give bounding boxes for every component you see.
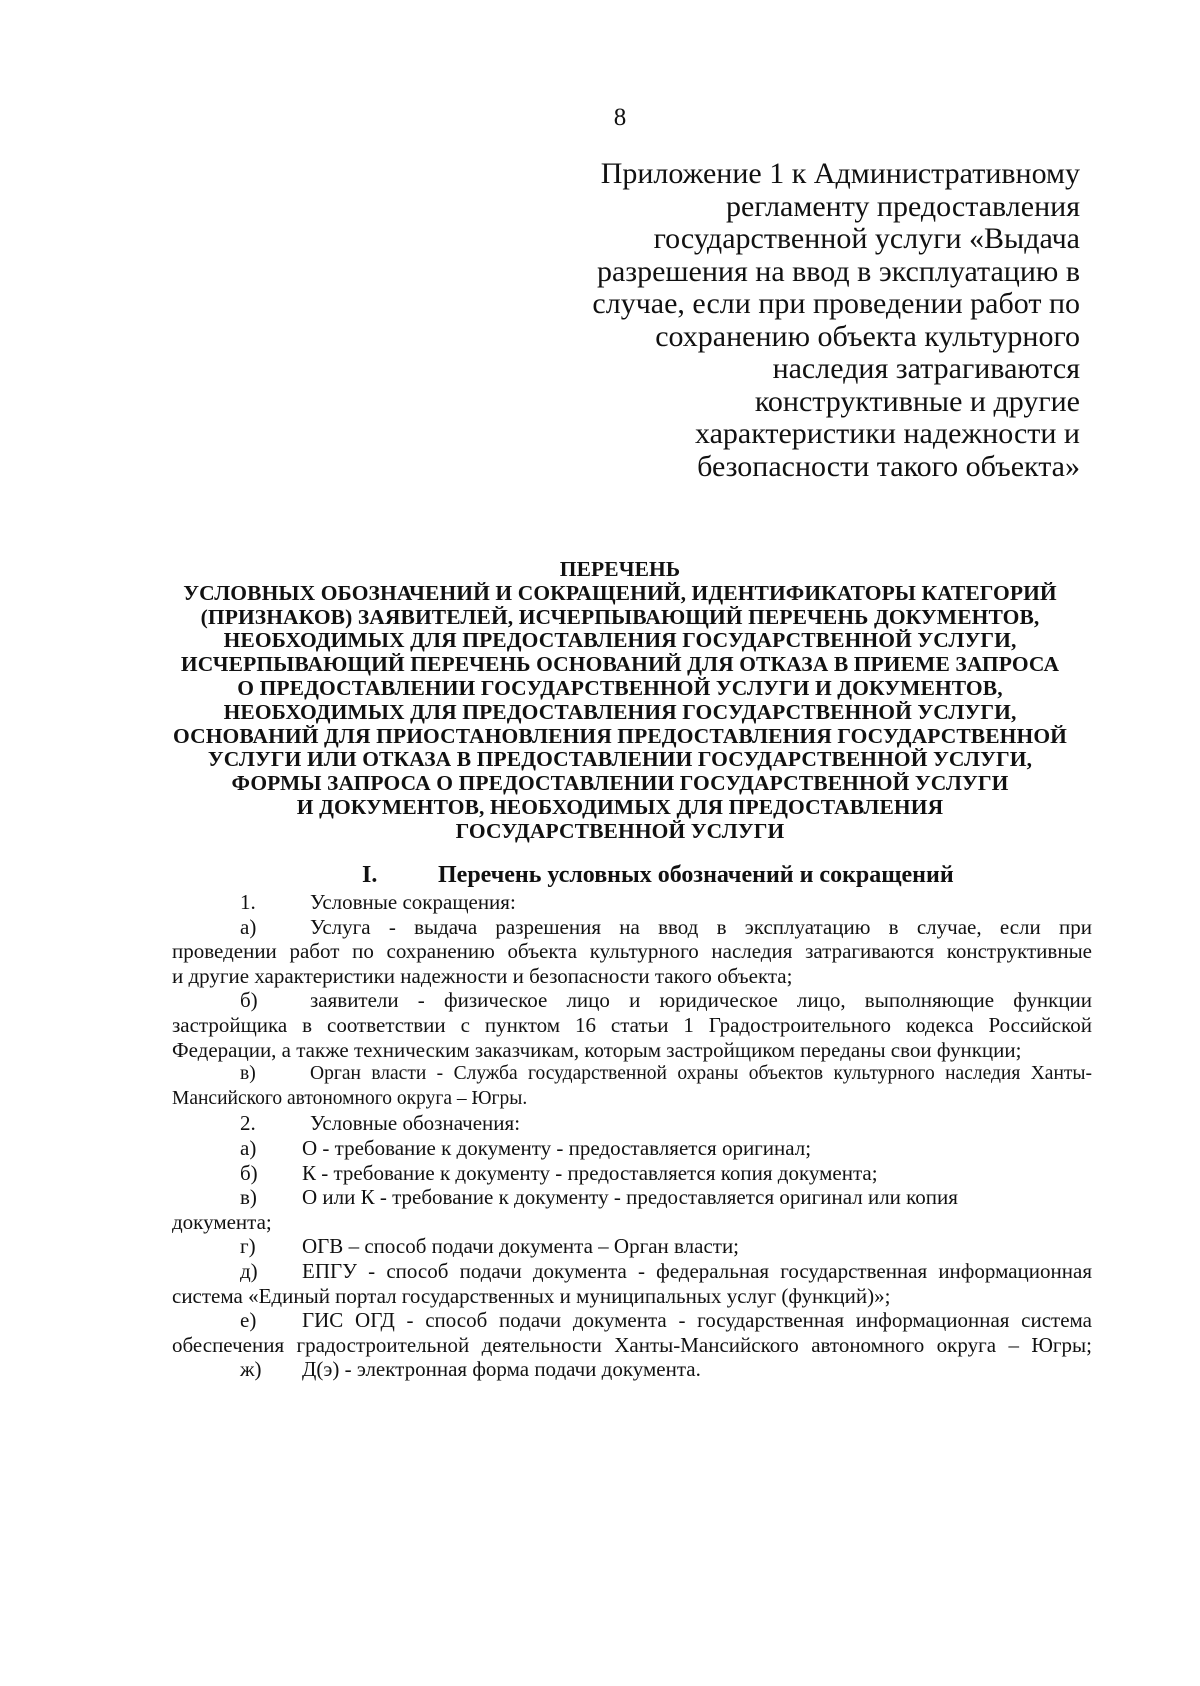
item-text: Услуга - выдача разрешения на ввод в эксплуатацию в случае, если при xyxy=(310,914,1092,939)
page-number: 8 xyxy=(613,104,627,131)
appendix-line: разрешения на ввод в эксплуатацию в xyxy=(596,254,1080,288)
item-marker: г) xyxy=(240,1234,256,1259)
list-item xyxy=(172,915,1092,940)
item-marker: б) xyxy=(240,988,258,1013)
item-continuation xyxy=(172,939,1092,964)
item-marker: е) xyxy=(240,1308,257,1333)
item-text: ОГВ – способ подачи документа – Орган власти; xyxy=(302,1234,740,1259)
appendix-line: случае, если при проведении работ по xyxy=(592,287,1080,320)
item-text: система «Единый портал государственных и муниципальных услуг (функций)»; xyxy=(172,1283,891,1308)
section-body xyxy=(172,890,1092,1382)
item-marker: 1. xyxy=(240,890,256,914)
heading-line: О ПРЕДОСТАВЛЕНИИ ГОСУДАРСТВЕННОЙ УСЛУГИ И ДОКУМЕНТОВ, xyxy=(237,675,1003,700)
heading-line: НЕОБХОДИМЫХ ДЛЯ ПРЕДОСТАВЛЕНИЯ ГОСУДАРСТВЕННОЙ УСЛУГИ, xyxy=(223,699,1017,724)
appendix-line: государственной услуги «Выдача xyxy=(653,222,1080,255)
item-marker: д) xyxy=(240,1258,258,1283)
item-text: обеспечения градостроительной деятельности Ханты-Мансийского автономного округа – Югры; xyxy=(172,1332,1092,1357)
heading-line: ИСЧЕРПЫВАЮЩИЙ ПЕРЕЧЕНЬ ОСНОВАНИЙ ДЛЯ ОТКАЗА В ПРИЕМЕ ЗАПРОСА xyxy=(180,652,1060,677)
item-marker: б) xyxy=(240,1160,258,1185)
item-text: О или К - требование к документу - предоставляется оригинал или копия xyxy=(302,1185,958,1210)
item-marker: в) xyxy=(240,1063,256,1085)
item-text: застройщика в соответствии с пунктом 16 статьи 1 Градостроительного кодекса Российской xyxy=(172,1012,1092,1037)
item-text: ГИС ОГД - способ подачи документа - государственная информационная система xyxy=(302,1308,1092,1333)
appendix-line: характеристики надежности и xyxy=(694,417,1080,450)
list-item xyxy=(172,1062,1092,1087)
heading-line: ОСНОВАНИЙ ДЛЯ ПРИОСТАНОВЛЕНИЯ ПРЕДОСТАВЛЕНИЯ ГОСУДАРСТВЕННОЙ xyxy=(173,723,1067,748)
list-item xyxy=(172,890,1092,915)
item-continuation xyxy=(172,1333,1092,1358)
item-continuation xyxy=(172,1210,1092,1235)
item-marker: в) xyxy=(240,1185,257,1210)
item-marker: а) xyxy=(240,914,257,939)
item-text: ЕПГУ - способ подачи документа - федеральная государственная информационная xyxy=(302,1258,1092,1283)
heading-line: (ПРИЗНАКОВ) ЗАЯВИТЕЛЕЙ, ИСЧЕРПЫВАЮЩИЙ ПЕРЕЧЕНЬ ДОКУМЕНТОВ, xyxy=(200,604,1040,629)
list-item xyxy=(172,1234,1092,1259)
heading-line: НЕОБХОДИМЫХ ДЛЯ ПРЕДОСТАВЛЕНИЯ ГОСУДАРСТВЕННОЙ УСЛУГИ, xyxy=(223,628,1017,653)
heading-line: ФОРМЫ ЗАПРОСА О ПРЕДОСТАВЛЕНИИ ГОСУДАРСТВЕННОЙ УСЛУГИ xyxy=(231,771,1009,796)
section-title xyxy=(362,862,954,889)
item-continuation xyxy=(172,964,1092,989)
list-item xyxy=(172,1357,1092,1382)
item-text: Федерации, а также техническим заказчикам, которым застройщиком переданы свои функции; xyxy=(172,1037,1022,1062)
appendix-line: Приложение 1 к Административному xyxy=(600,157,1080,190)
item-continuation xyxy=(172,1013,1092,1038)
item-marker: 2. xyxy=(240,1111,256,1136)
appendix-line: наследия затрагиваются xyxy=(772,352,1080,385)
heading-line: УСЛОВНЫХ ОБОЗНАЧЕНИЙ И СОКРАЩЕНИЙ, ИДЕНТИФИКАТОРЫ КАТЕГОРИЙ xyxy=(183,580,1057,605)
appendix-header xyxy=(560,158,1080,483)
heading-line: И ДОКУМЕНТОВ, НЕОБХОДИМЫХ ДЛЯ ПРЕДОСТАВЛЕНИЯ xyxy=(296,794,944,819)
item-text: К - требование к документу - предоставляется копия документа; xyxy=(302,1160,878,1185)
document-heading xyxy=(150,558,1090,844)
list-item xyxy=(172,1111,1092,1136)
item-text: документа; xyxy=(172,1209,272,1234)
item-continuation xyxy=(172,1038,1092,1063)
heading-line: ГОСУДАРСТВЕННОЙ УСЛУГИ xyxy=(455,818,785,843)
item-text: Д(э) - электронная форма подачи документа. xyxy=(302,1357,701,1382)
section-number: I. xyxy=(362,862,378,888)
item-text: О - требование к документу - предоставляется оригинал; xyxy=(302,1135,812,1160)
list-item xyxy=(172,1136,1092,1161)
item-marker: ж) xyxy=(240,1357,262,1382)
section-title-text: Перечень условных обозначений и сокращений xyxy=(438,862,954,888)
list-item xyxy=(172,1259,1092,1284)
heading-line: ПЕРЕЧЕНЬ xyxy=(559,557,681,581)
item-text: и другие характеристики надежности и безопасности такого объекта; xyxy=(172,963,793,988)
list-item xyxy=(172,988,1092,1013)
item-text: проведении работ по сохранению объекта культурного наследия затрагиваются конструктивные xyxy=(172,939,1092,964)
heading-line: УСЛУГИ ИЛИ ОТКАЗА В ПРЕДОСТАВЛЕНИИ ГОСУДАРСТВЕННОЙ УСЛУГИ, xyxy=(207,747,1033,772)
item-text: Орган власти - Служба государственной охраны объектов культурного наследия Ханты- xyxy=(310,1063,1092,1085)
list-item xyxy=(172,1308,1092,1333)
appendix-line: безопасности такого объекта» xyxy=(697,449,1080,483)
list-item xyxy=(172,1161,1092,1186)
list-item xyxy=(172,1185,1092,1210)
appendix-line: регламенту предоставления xyxy=(725,189,1080,223)
item-text: заявители - физическое лицо и юридическое лицо, выполняющие функции xyxy=(310,988,1092,1013)
item-text: Условные сокращения: xyxy=(310,890,516,914)
item-continuation xyxy=(172,1284,1092,1309)
appendix-line: конструктивные и другие xyxy=(754,384,1080,418)
item-continuation xyxy=(172,1087,1092,1112)
item-marker: а) xyxy=(240,1135,257,1160)
appendix-line: сохранению объекта культурного xyxy=(655,319,1080,353)
item-text: Условные обозначения: xyxy=(310,1111,521,1136)
item-text: Мансийского автономного округа – Югры. xyxy=(172,1087,528,1109)
